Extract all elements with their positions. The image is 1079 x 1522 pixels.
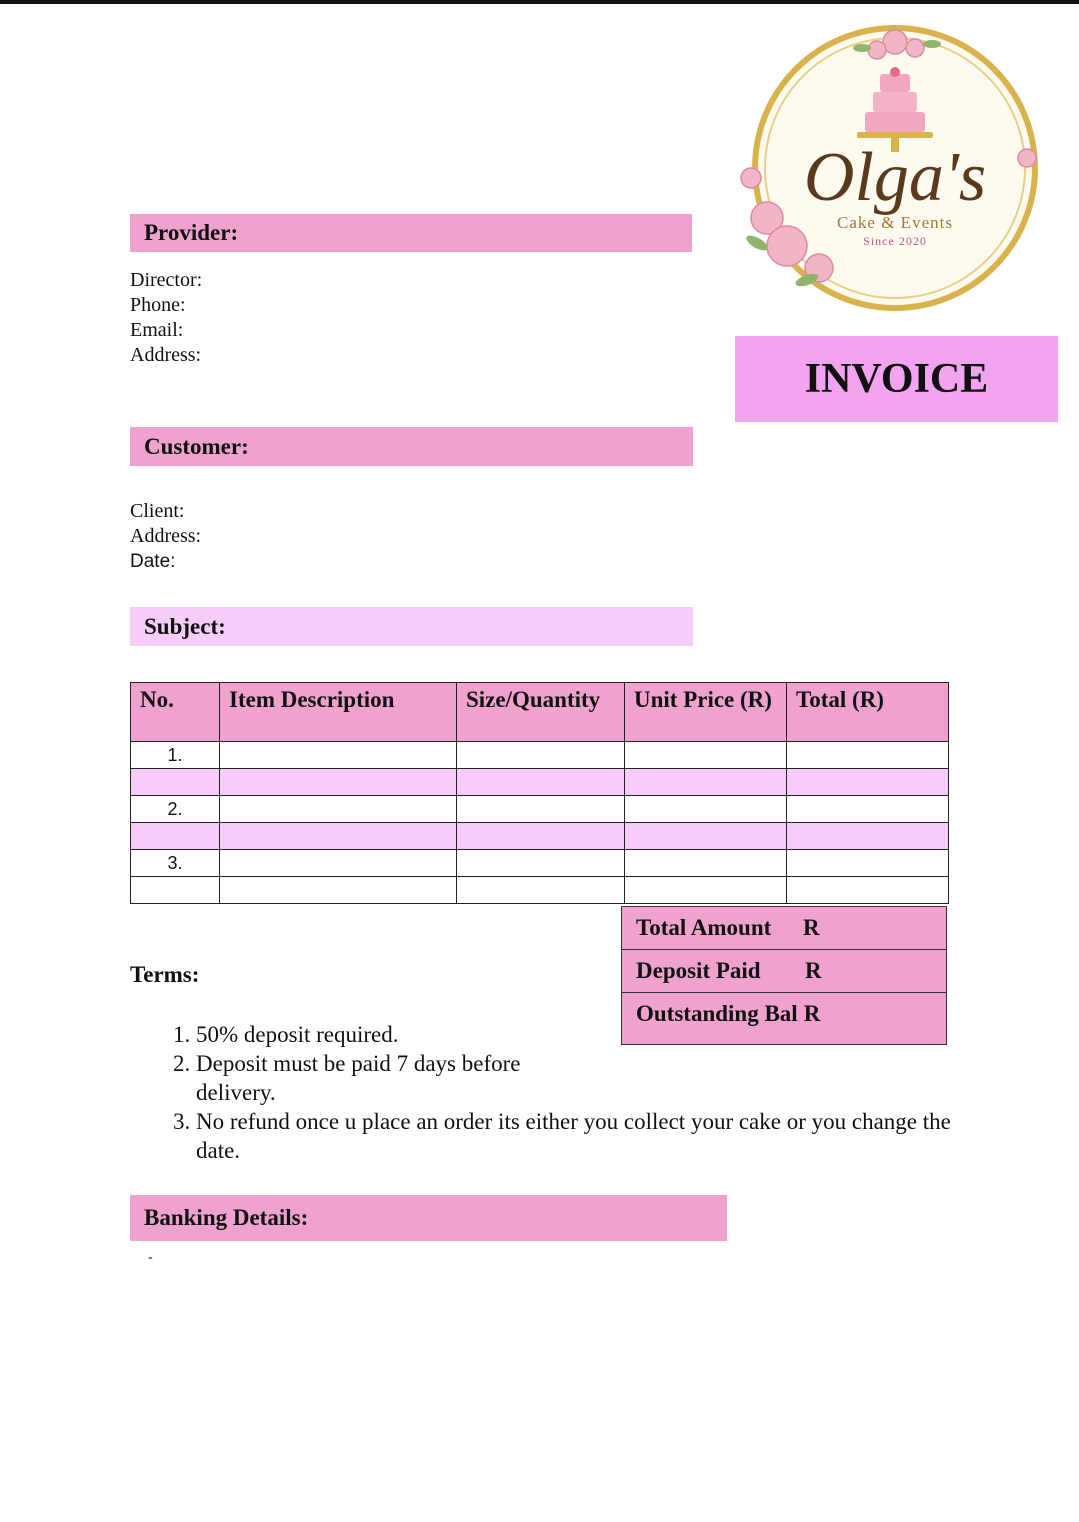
logo-since: Since 2020 (863, 234, 927, 248)
banking-value: - (148, 1250, 153, 1265)
logo-tagline: Cake & Events (837, 213, 953, 232)
table-cell[interactable] (220, 850, 457, 877)
table-cell[interactable] (787, 742, 949, 769)
row-number (131, 769, 220, 796)
table-row (131, 823, 949, 850)
row-number (131, 877, 220, 904)
table-cell[interactable] (625, 796, 787, 823)
terms-item: 3. No refund once u place an order its either you collect your cake or you change the date. (196, 1107, 956, 1165)
table-cell[interactable] (787, 769, 949, 796)
outstanding-unit: R (803, 1001, 821, 1026)
table-cell[interactable] (220, 769, 457, 796)
table-cell[interactable] (787, 796, 949, 823)
table-row (131, 796, 949, 823)
row-number (131, 823, 220, 850)
deposit-paid-label: Deposit Paid (636, 958, 761, 983)
table-cell[interactable] (220, 877, 457, 904)
row-number: 3. (131, 850, 220, 877)
table-cell[interactable] (625, 850, 787, 877)
table-cell[interactable] (457, 877, 625, 904)
total-amount-label: Total Amount (636, 915, 772, 940)
col-unit-price: Unit Price (R) (625, 683, 787, 742)
banking-header: Banking Details: (130, 1195, 727, 1241)
table-cell[interactable] (220, 796, 457, 823)
table-cell[interactable] (787, 877, 949, 904)
table-cell[interactable] (625, 823, 787, 850)
row-number: 1. (131, 742, 220, 769)
client-label: Client: (130, 500, 185, 522)
row-number: 2. (131, 796, 220, 823)
table-cell[interactable] (625, 877, 787, 904)
table-cell[interactable] (457, 796, 625, 823)
table-cell[interactable] (457, 769, 625, 796)
table-row (131, 850, 949, 877)
table-row (131, 877, 949, 904)
col-size-quantity: Size/Quantity (457, 683, 625, 742)
customer-fields (130, 499, 201, 574)
table-cell[interactable] (787, 823, 949, 850)
terms-item: 1. 50% deposit required. (196, 1020, 566, 1049)
table-row (131, 742, 949, 769)
phone-label: Phone: (130, 294, 186, 316)
table-cell[interactable] (457, 742, 625, 769)
table-cell[interactable] (220, 742, 457, 769)
top-border (0, 0, 1079, 4)
col-total: Total (R) (787, 683, 949, 742)
logo-name: Olga's (803, 139, 987, 216)
deposit-paid-row (622, 950, 946, 993)
olgas-logo (727, 18, 1063, 314)
total-amount-unit: R (803, 915, 820, 940)
outstanding-label: Outstanding Bal (636, 1001, 798, 1026)
table-cell[interactable] (220, 823, 457, 850)
total-amount-row (622, 907, 946, 950)
subject-header: Subject: (130, 607, 693, 646)
provider-header: Provider: (130, 214, 692, 252)
items-table (130, 682, 949, 904)
table-cell[interactable] (625, 742, 787, 769)
provider-fields (130, 268, 202, 368)
terms-title: Terms: (130, 962, 200, 987)
col-no: No. (131, 683, 220, 742)
address-label: Address: (130, 344, 202, 366)
table-cell[interactable] (457, 823, 625, 850)
invoice-title: INVOICE (735, 336, 1058, 422)
terms-item: 2. Deposit must be paid 7 days before delivery. (196, 1049, 566, 1107)
customer-header: Customer: (130, 427, 693, 466)
table-cell[interactable] (787, 850, 949, 877)
table-row (131, 769, 949, 796)
director-label: Director: (130, 269, 203, 291)
date-label: Date: (130, 551, 176, 572)
col-item-description: Item Description (220, 683, 457, 742)
table-cell[interactable] (625, 769, 787, 796)
deposit-paid-unit: R (805, 958, 822, 983)
email-label: Email: (130, 319, 184, 341)
terms-list (160, 1020, 956, 1165)
customer-address-label: Address: (130, 525, 202, 547)
table-cell[interactable] (457, 850, 625, 877)
